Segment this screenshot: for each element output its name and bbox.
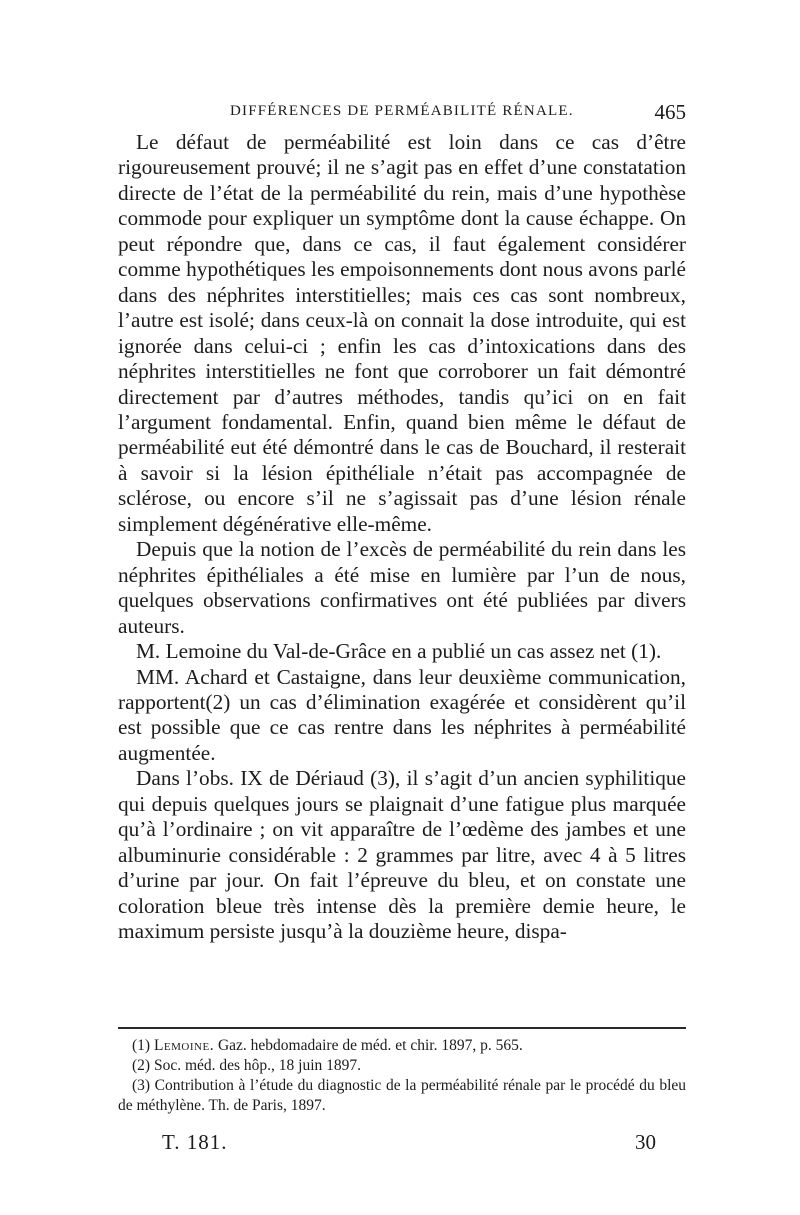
footnote-marker: (2) bbox=[132, 1057, 151, 1074]
page-footer bbox=[118, 1130, 686, 1160]
body-text bbox=[118, 130, 686, 945]
page-number: 465 bbox=[654, 100, 686, 124]
footnote-author: Lemoine. bbox=[153, 1037, 215, 1054]
signature-mark: T. 181. bbox=[162, 1130, 228, 1154]
paragraph: M. Lemoine du Val-de-Grâce en a publié un cas assez net (1). bbox=[136, 639, 662, 664]
footnote-text: Soc. méd. des hôp., 18 juin 1897. bbox=[153, 1057, 362, 1074]
footnote-marker: (1) bbox=[132, 1037, 151, 1054]
paragraph: MM. Achard et Castaigne, dans leur deuxième communication, rapportent(2) un cas d’élimination exagérée et considèrent qu’il est possible que ce cas rentre dans les néphrites à perméabilité augmentée. bbox=[118, 664, 686, 765]
paragraph: Depuis que la notion de l’excès de perméabilité du rein dans les néphrites épithéliales a été mise en lumière par l’un de nous, quelques observations confirmatives ont été publiées par divers auteurs. bbox=[118, 537, 686, 638]
footnote-1 bbox=[118, 1036, 686, 1056]
running-head bbox=[118, 100, 686, 126]
footnote-3 bbox=[118, 1076, 686, 1116]
footnote-text: Contribution à l’étude du diagnostic de la perméabilité rénale par le procédé du bleu de méthylène. Th. de Paris, 1897. bbox=[118, 1077, 687, 1114]
footnote-marker: (3) bbox=[132, 1077, 151, 1094]
footnotes bbox=[118, 1036, 686, 1116]
running-title: DIFFÉRENCES DE PERMÉABILITÉ RÉNALE. bbox=[230, 103, 574, 119]
footnote-2 bbox=[118, 1056, 686, 1076]
footnote-text: Gaz. hebdomadaire de méd. et chir. 1897, p. 565. bbox=[217, 1037, 523, 1054]
paragraph: Le défaut de perméabilité est loin dans ce cas d’être rigoureusement prouvé; il ne s’agit pas en effet d’une constatation directe de l’état de la perméabilité du rein, mais d’une hypothèse commode pour expliquer un symptôme dont la cause échappe. On peut répondre que, dans ce cas, il faut également considérer comme hypothétiques les empoisonnements dont nous avons parlé dans des néphrites interstitielles; mais ces cas sont nombreux, l’autre est isolé; dans ceux-là on connait la dose introduite, qui est ignorée dans celui-ci ; enfin les cas d’intoxications dans des néphrites interstitielles ne font que corroborer un fait démontré directement par d’autres méthodes, tandis qu’ici on en fait l’argument fondamental. Enfin, quand bien même le défaut de perméabilité eut été démontré dans le cas de Bouchard, il resterait à savoir si la lésion épithéliale n’était pas accompagnée de sclérose, ou encore s’il ne s’agissait pas d’une lésion rénale simplement dégénérative elle-même. bbox=[118, 130, 686, 536]
paragraph: Dans l’obs. IX de Dériaud (3), il s’agit d’un ancien syphilitique qui depuis quelques jours se plaignait d’une fatigue plus marquée qu’à l’ordinaire ; on vit apparaître de l’œdème des jambes et une albuminurie considérable : 2 grammes par litre, avec 4 à 5 litres d’urine par jour. On fait l’épreuve du bleu, et on constate une coloration bleue très intense dès la première demie heure, le maximum persiste jusqu’à la douzième heure, dispa- bbox=[118, 766, 686, 944]
footnote-divider bbox=[118, 1027, 686, 1029]
sheet-number: 30 bbox=[635, 1130, 656, 1154]
